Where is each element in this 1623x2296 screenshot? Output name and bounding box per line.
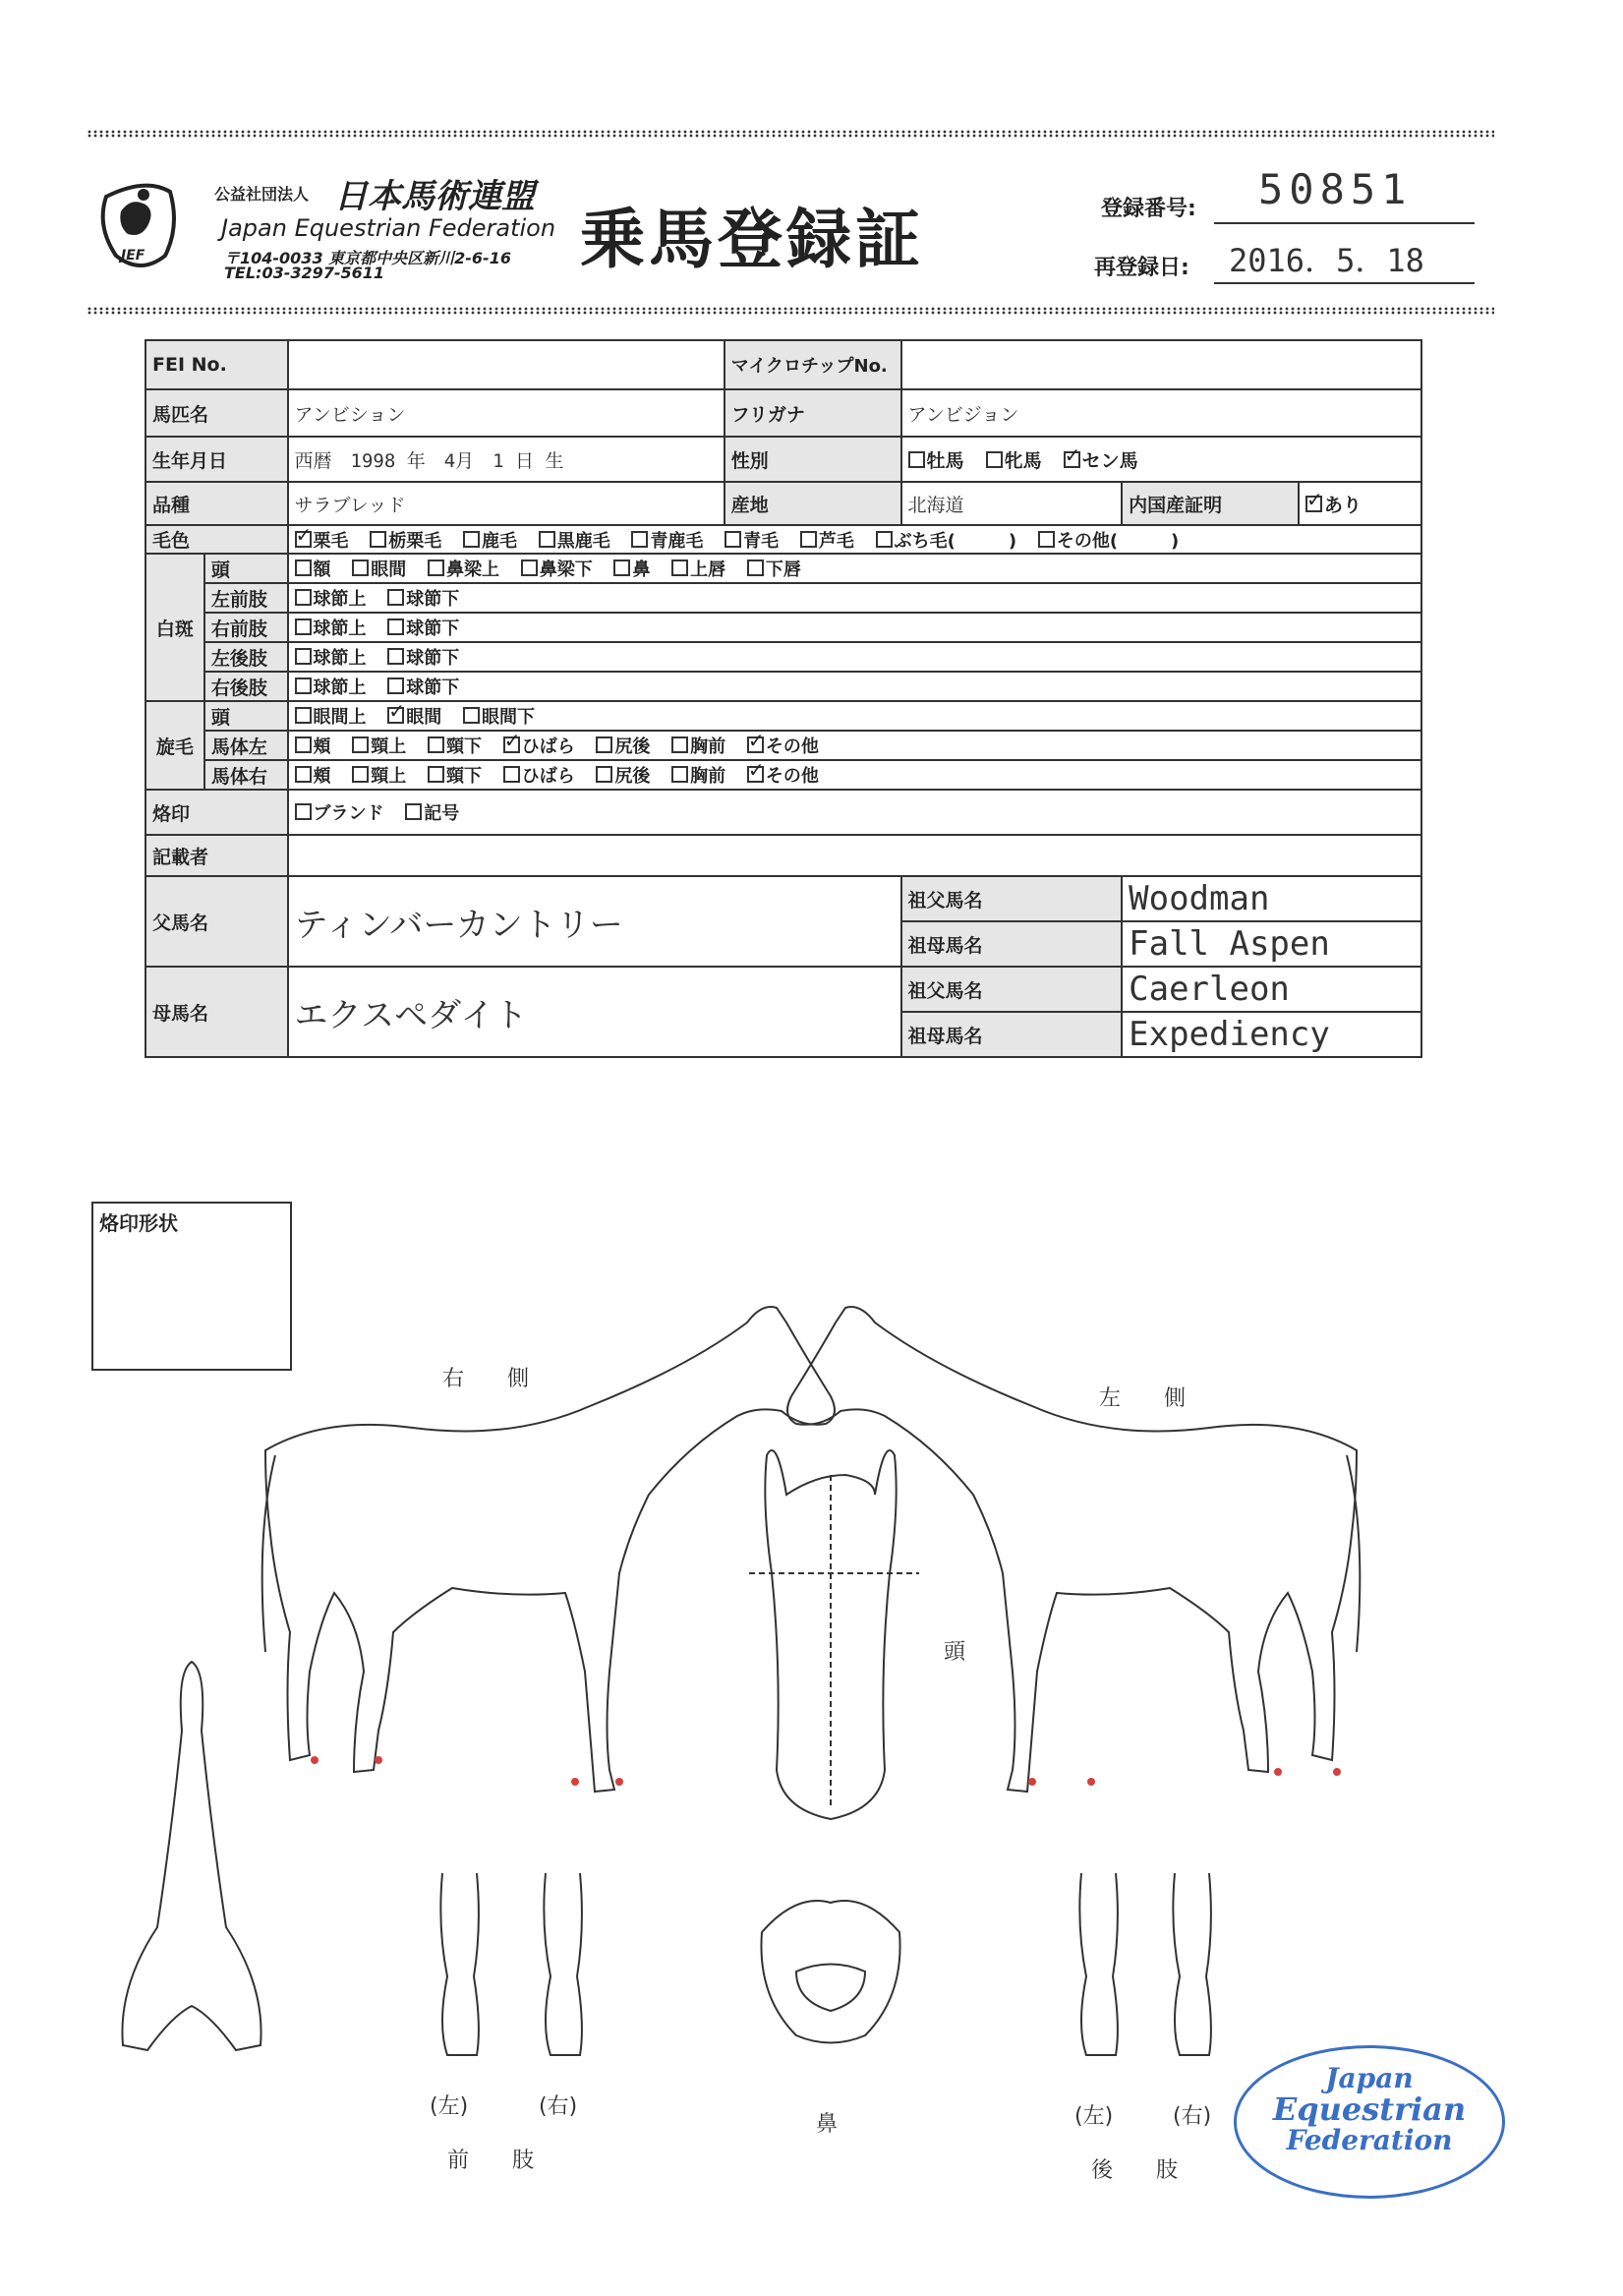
white-head-upper-bridge[interactable]: 鼻梁上 [428, 559, 499, 580]
rereg-label: 再登録日: [1094, 256, 1189, 280]
checkbox-icon[interactable] [747, 559, 764, 576]
white-head-nose[interactable]: 鼻 [613, 559, 650, 580]
whorl-right-lower-neck[interactable]: 頸下 [428, 766, 482, 787]
granddam1-value[interactable]: Fall Aspen [1122, 921, 1421, 967]
reg-no-value: 50851 [1258, 165, 1413, 213]
front-left-label: (左) [430, 2094, 469, 2119]
color-label: 毛色 [145, 525, 288, 554]
rereg-underline [1214, 282, 1475, 284]
brand-shape-label: 烙印形状 [99, 1211, 178, 1235]
org-type: 公益社団法人 [214, 185, 310, 204]
checkbox-icon[interactable] [1038, 531, 1055, 548]
grandsire2-label: 祖父馬名 [901, 967, 1123, 1012]
whorl-left-upper-neck[interactable]: 頸上 [352, 736, 406, 757]
checkbox-icon[interactable] [596, 766, 612, 783]
color-option-brown[interactable]: 青鹿毛 [631, 531, 703, 552]
checkbox-icon[interactable] [428, 736, 444, 753]
color-option-pinto[interactable]: ぶち毛( ) [876, 531, 1016, 552]
white-part-right-fore: 右前肢 [204, 613, 288, 642]
checkbox-icon[interactable] [295, 707, 312, 724]
brand-label: 烙印 [145, 790, 288, 835]
breed-label: 品種 [145, 482, 288, 525]
nose-label: 鼻 [816, 2112, 839, 2137]
sex-checkbox-colt[interactable] [908, 451, 925, 468]
white-right-fore-above[interactable]: 球節上 [295, 618, 367, 639]
checkbox-icon[interactable] [503, 736, 520, 753]
white-left-hind-above[interactable]: 球節上 [295, 648, 367, 669]
breed-value[interactable]: サラブレッド [288, 482, 725, 525]
whorl-right-chest[interactable]: 胸前 [671, 766, 725, 787]
whorl-left-chest[interactable]: 胸前 [671, 736, 725, 757]
hind-right-leg [1173, 1873, 1211, 2055]
color-option-grey[interactable]: 芦毛 [800, 531, 854, 552]
checkbox-icon[interactable] [463, 707, 480, 724]
checkbox-icon[interactable] [295, 677, 312, 694]
sex-option-filly[interactable]: 牝馬 [986, 450, 1042, 472]
checkbox-icon[interactable] [876, 531, 893, 548]
registration-form [145, 339, 1422, 1058]
header-top-rule [87, 130, 1494, 138]
white-label: 白斑 [145, 554, 204, 701]
checkbox-icon[interactable] [295, 618, 312, 635]
white-right-fore-options [288, 613, 1422, 642]
sire-value[interactable]: ティンバーカントリー [288, 876, 901, 967]
recorder-value[interactable] [288, 835, 1422, 876]
white-part-right-hind: 右後肢 [204, 672, 288, 701]
color-option-other[interactable]: その他( ) [1038, 531, 1179, 552]
org-address: 〒104-0033 東京都中央区新川2-6-16 [224, 249, 511, 267]
whorl-head-below-eyes[interactable]: 眼間下 [463, 707, 535, 728]
recorder-label: 記載者 [145, 835, 288, 876]
chip-value[interactable] [901, 340, 1421, 389]
checkbox-icon[interactable] [747, 736, 764, 753]
dam-label: 母馬名 [145, 967, 288, 1057]
checkbox-icon[interactable] [463, 531, 480, 548]
checkbox-icon[interactable] [671, 766, 688, 783]
whorl-head-options [288, 701, 1422, 731]
color-option-black[interactable]: 青毛 [725, 531, 779, 552]
white-left-fore-above[interactable]: 球節上 [295, 589, 367, 610]
horse-right-side-outline [265, 1307, 835, 1792]
whorl-right-cheek[interactable]: 頬 [295, 766, 331, 787]
front-right-label: (右) [539, 2094, 578, 2119]
hoof-mark [1333, 1768, 1341, 1776]
whorl-left-other[interactable]: ✓ その他 [747, 736, 819, 757]
sex-options [901, 437, 1421, 482]
org-name: 日本馬術連盟 [334, 177, 535, 216]
furigana-value[interactable]: アンビジョン [901, 389, 1421, 437]
checkbox-icon[interactable] [671, 559, 688, 576]
color-option-bay[interactable]: 鹿毛 [463, 531, 517, 552]
color-option-chestnut[interactable]: ✓ 栗毛 [295, 531, 349, 552]
checkbox-icon[interactable] [613, 559, 630, 576]
checkbox-icon[interactable] [352, 736, 369, 753]
left-side-label: 左 側 [1099, 1386, 1187, 1411]
checkbox-icon[interactable] [800, 531, 817, 548]
hind-right-label: (右) [1173, 2104, 1212, 2129]
origin-value[interactable]: 北海道 [901, 482, 1123, 525]
hoof-mark [1028, 1778, 1036, 1786]
birth-label: 生年月日 [145, 437, 288, 482]
whorl-left-lower-neck[interactable]: 頸下 [428, 736, 482, 757]
page-title: 乗馬登録証 [580, 202, 924, 277]
checkbox-icon[interactable] [295, 803, 312, 820]
checkbox-icon[interactable] [352, 766, 369, 783]
hoof-mark [311, 1756, 319, 1764]
checkbox-icon[interactable] [295, 531, 312, 548]
hoof-mark [571, 1778, 579, 1786]
whorl-part-body-right: 馬体右 [204, 760, 288, 790]
checkbox-icon[interactable] [387, 648, 404, 665]
whorl-part-head: 頭 [204, 701, 288, 731]
checkbox-icon[interactable] [387, 677, 404, 694]
reg-no-underline [1214, 222, 1475, 224]
whorl-left-cheek[interactable]: 頬 [295, 736, 331, 757]
checkbox-icon[interactable] [295, 648, 312, 665]
front-right-leg [544, 1873, 582, 2055]
hoof-mark [615, 1778, 623, 1786]
sex-checkbox-filly[interactable] [986, 451, 1003, 468]
dam-value[interactable]: エクスペダイト [288, 967, 901, 1057]
head-label: 頭 [944, 1640, 966, 1665]
whorl-body-right-options [288, 760, 1422, 790]
checkbox-icon[interactable] [503, 766, 520, 783]
checkbox-icon[interactable] [521, 559, 538, 576]
white-part-head: 頭 [204, 554, 288, 583]
chip-label: マイクロチップNo. [725, 340, 901, 389]
domestic-label: 内国産証明 [1122, 482, 1299, 525]
checkbox-icon[interactable] [295, 766, 312, 783]
white-part-left-hind: 左後肢 [204, 642, 288, 672]
white-head-lower-bridge[interactable]: 鼻梁下 [521, 559, 593, 580]
whorl-right-flank[interactable]: ひばら [503, 766, 575, 787]
checkbox-icon[interactable] [405, 803, 422, 820]
white-right-hind-below[interactable]: 球節下 [387, 677, 459, 698]
brand-option-symbol[interactable]: 記号 [405, 803, 459, 824]
checkbox-icon[interactable] [370, 531, 386, 548]
checkbox-icon[interactable] [428, 559, 444, 576]
horse-nose [761, 1901, 899, 2043]
whorl-body-left-options [288, 731, 1422, 760]
name-value[interactable]: アンビション [288, 389, 725, 437]
checkbox-icon[interactable] [631, 531, 648, 548]
whorl-right-upper-neck[interactable]: 頸上 [352, 766, 406, 787]
color-option-dark-chestnut[interactable]: 栃栗毛 [370, 531, 441, 552]
sex-checkbox-gelding[interactable] [1064, 451, 1080, 468]
white-right-hind-above[interactable]: 球節上 [295, 677, 367, 698]
fei-label: FEI No. [145, 340, 288, 389]
right-side-label: 右 側 [442, 1367, 530, 1391]
grandsire1-value[interactable]: Woodman [1122, 876, 1421, 921]
stamp-line-2: Equestrian [1272, 2090, 1467, 2128]
hoof-mark [1087, 1778, 1095, 1786]
origin-label: 産地 [725, 482, 901, 525]
checkbox-icon[interactable] [387, 707, 404, 724]
fei-value[interactable] [288, 340, 725, 389]
granddam2-label: 祖母馬名 [901, 1012, 1123, 1057]
grandsire2-value[interactable]: Caerleon [1122, 967, 1421, 1012]
furigana-label: フリガナ [725, 389, 901, 437]
white-left-hind-below[interactable]: 球節下 [387, 648, 459, 669]
hind-left-leg [1079, 1873, 1118, 2055]
brand-options [288, 790, 1422, 835]
checkbox-icon[interactable] [352, 559, 369, 576]
checkbox-icon[interactable] [747, 766, 764, 783]
checkbox-icon[interactable] [428, 766, 444, 783]
checkbox-icon[interactable] [596, 736, 612, 753]
org-tel: TEL:03-3297-5611 [224, 264, 385, 282]
checkbox-icon[interactable] [539, 531, 555, 548]
domestic-option[interactable]: ✓ あり [1299, 482, 1421, 525]
federation-stamp [1234, 2045, 1505, 2199]
logo-text: JEF [121, 248, 145, 264]
white-right-hind-options [288, 672, 1422, 701]
white-part-left-fore: 左前肢 [204, 583, 288, 613]
checkbox-icon[interactable] [671, 736, 688, 753]
brand-option-brand[interactable]: ブランド [295, 803, 384, 824]
hoof-mark [1274, 1768, 1282, 1776]
whorl-head-above-eyes[interactable]: 眼間上 [295, 707, 367, 728]
hind-left-label: (左) [1074, 2104, 1114, 2129]
horse-rear-view [122, 1662, 261, 2050]
checkbox-icon[interactable] [387, 618, 404, 635]
checkbox-icon[interactable] [295, 736, 312, 753]
granddam1-label: 祖母馬名 [901, 921, 1123, 967]
white-left-fore-below[interactable]: 球節下 [387, 589, 459, 610]
header-bottom-rule [87, 307, 1494, 315]
checkbox-icon[interactable] [725, 531, 741, 548]
checkbox-icon[interactable] [295, 589, 312, 606]
birth-value[interactable]: 西暦 1998 年 4月 1 日 生 [288, 437, 725, 482]
color-options [288, 525, 1422, 554]
checkbox-icon[interactable] [295, 559, 312, 576]
hoof-mark [375, 1756, 382, 1764]
white-left-fore-options [288, 583, 1422, 613]
stamp-line-1: Japan [1325, 2062, 1414, 2094]
whorl-label: 旋毛 [145, 701, 204, 790]
white-head-upper-lip[interactable]: 上唇 [671, 559, 725, 580]
whorl-left-flank[interactable]: ✓ ひばら [503, 736, 575, 757]
grandsire1-label: 祖父馬名 [901, 876, 1123, 921]
domestic-checkbox[interactable] [1305, 496, 1322, 512]
sire-label: 父馬名 [145, 876, 288, 967]
stamp-line-3: Federation [1286, 2124, 1453, 2156]
white-left-hind-options [288, 642, 1422, 672]
jef-logo [87, 167, 185, 275]
front-left-leg [440, 1873, 479, 2055]
color-option-dark-bay[interactable]: 黒鹿毛 [539, 531, 610, 552]
hind-limbs-label: 後 肢 [1091, 2158, 1179, 2183]
whorl-right-other[interactable]: ✓ その他 [747, 766, 819, 787]
white-head-between-eyes[interactable]: 眼間 [352, 559, 406, 580]
reg-no-label: 登録番号: [1101, 197, 1196, 221]
whorl-left-rump[interactable]: 尻後 [596, 736, 650, 757]
white-head-options [288, 554, 1422, 583]
sex-label: 性別 [725, 437, 901, 482]
whorl-right-rump[interactable]: 尻後 [596, 766, 650, 787]
rereg-date-value: 2016．5．18 [1229, 242, 1424, 279]
whorl-part-body-left: 馬体左 [204, 731, 288, 760]
checkbox-icon[interactable] [387, 589, 404, 606]
sex-option-colt[interactable]: 牡馬 [908, 450, 964, 472]
org-name-en: Japan Equestrian Federation [221, 214, 556, 242]
white-head-lower-lip[interactable]: 下唇 [747, 559, 801, 580]
whorl-head-between-eyes[interactable]: ✓ 眼間 [387, 707, 441, 728]
horse-left-side-outline [787, 1307, 1357, 1792]
granddam2-value[interactable]: Expediency [1122, 1012, 1421, 1057]
front-limbs-label: 前 肢 [447, 2149, 535, 2173]
white-right-fore-below[interactable]: 球節下 [387, 618, 459, 639]
white-head-forehead[interactable]: 額 [295, 559, 331, 580]
sex-option-gelding[interactable]: ✓ セン馬 [1064, 450, 1138, 472]
name-label: 馬匹名 [145, 389, 288, 437]
